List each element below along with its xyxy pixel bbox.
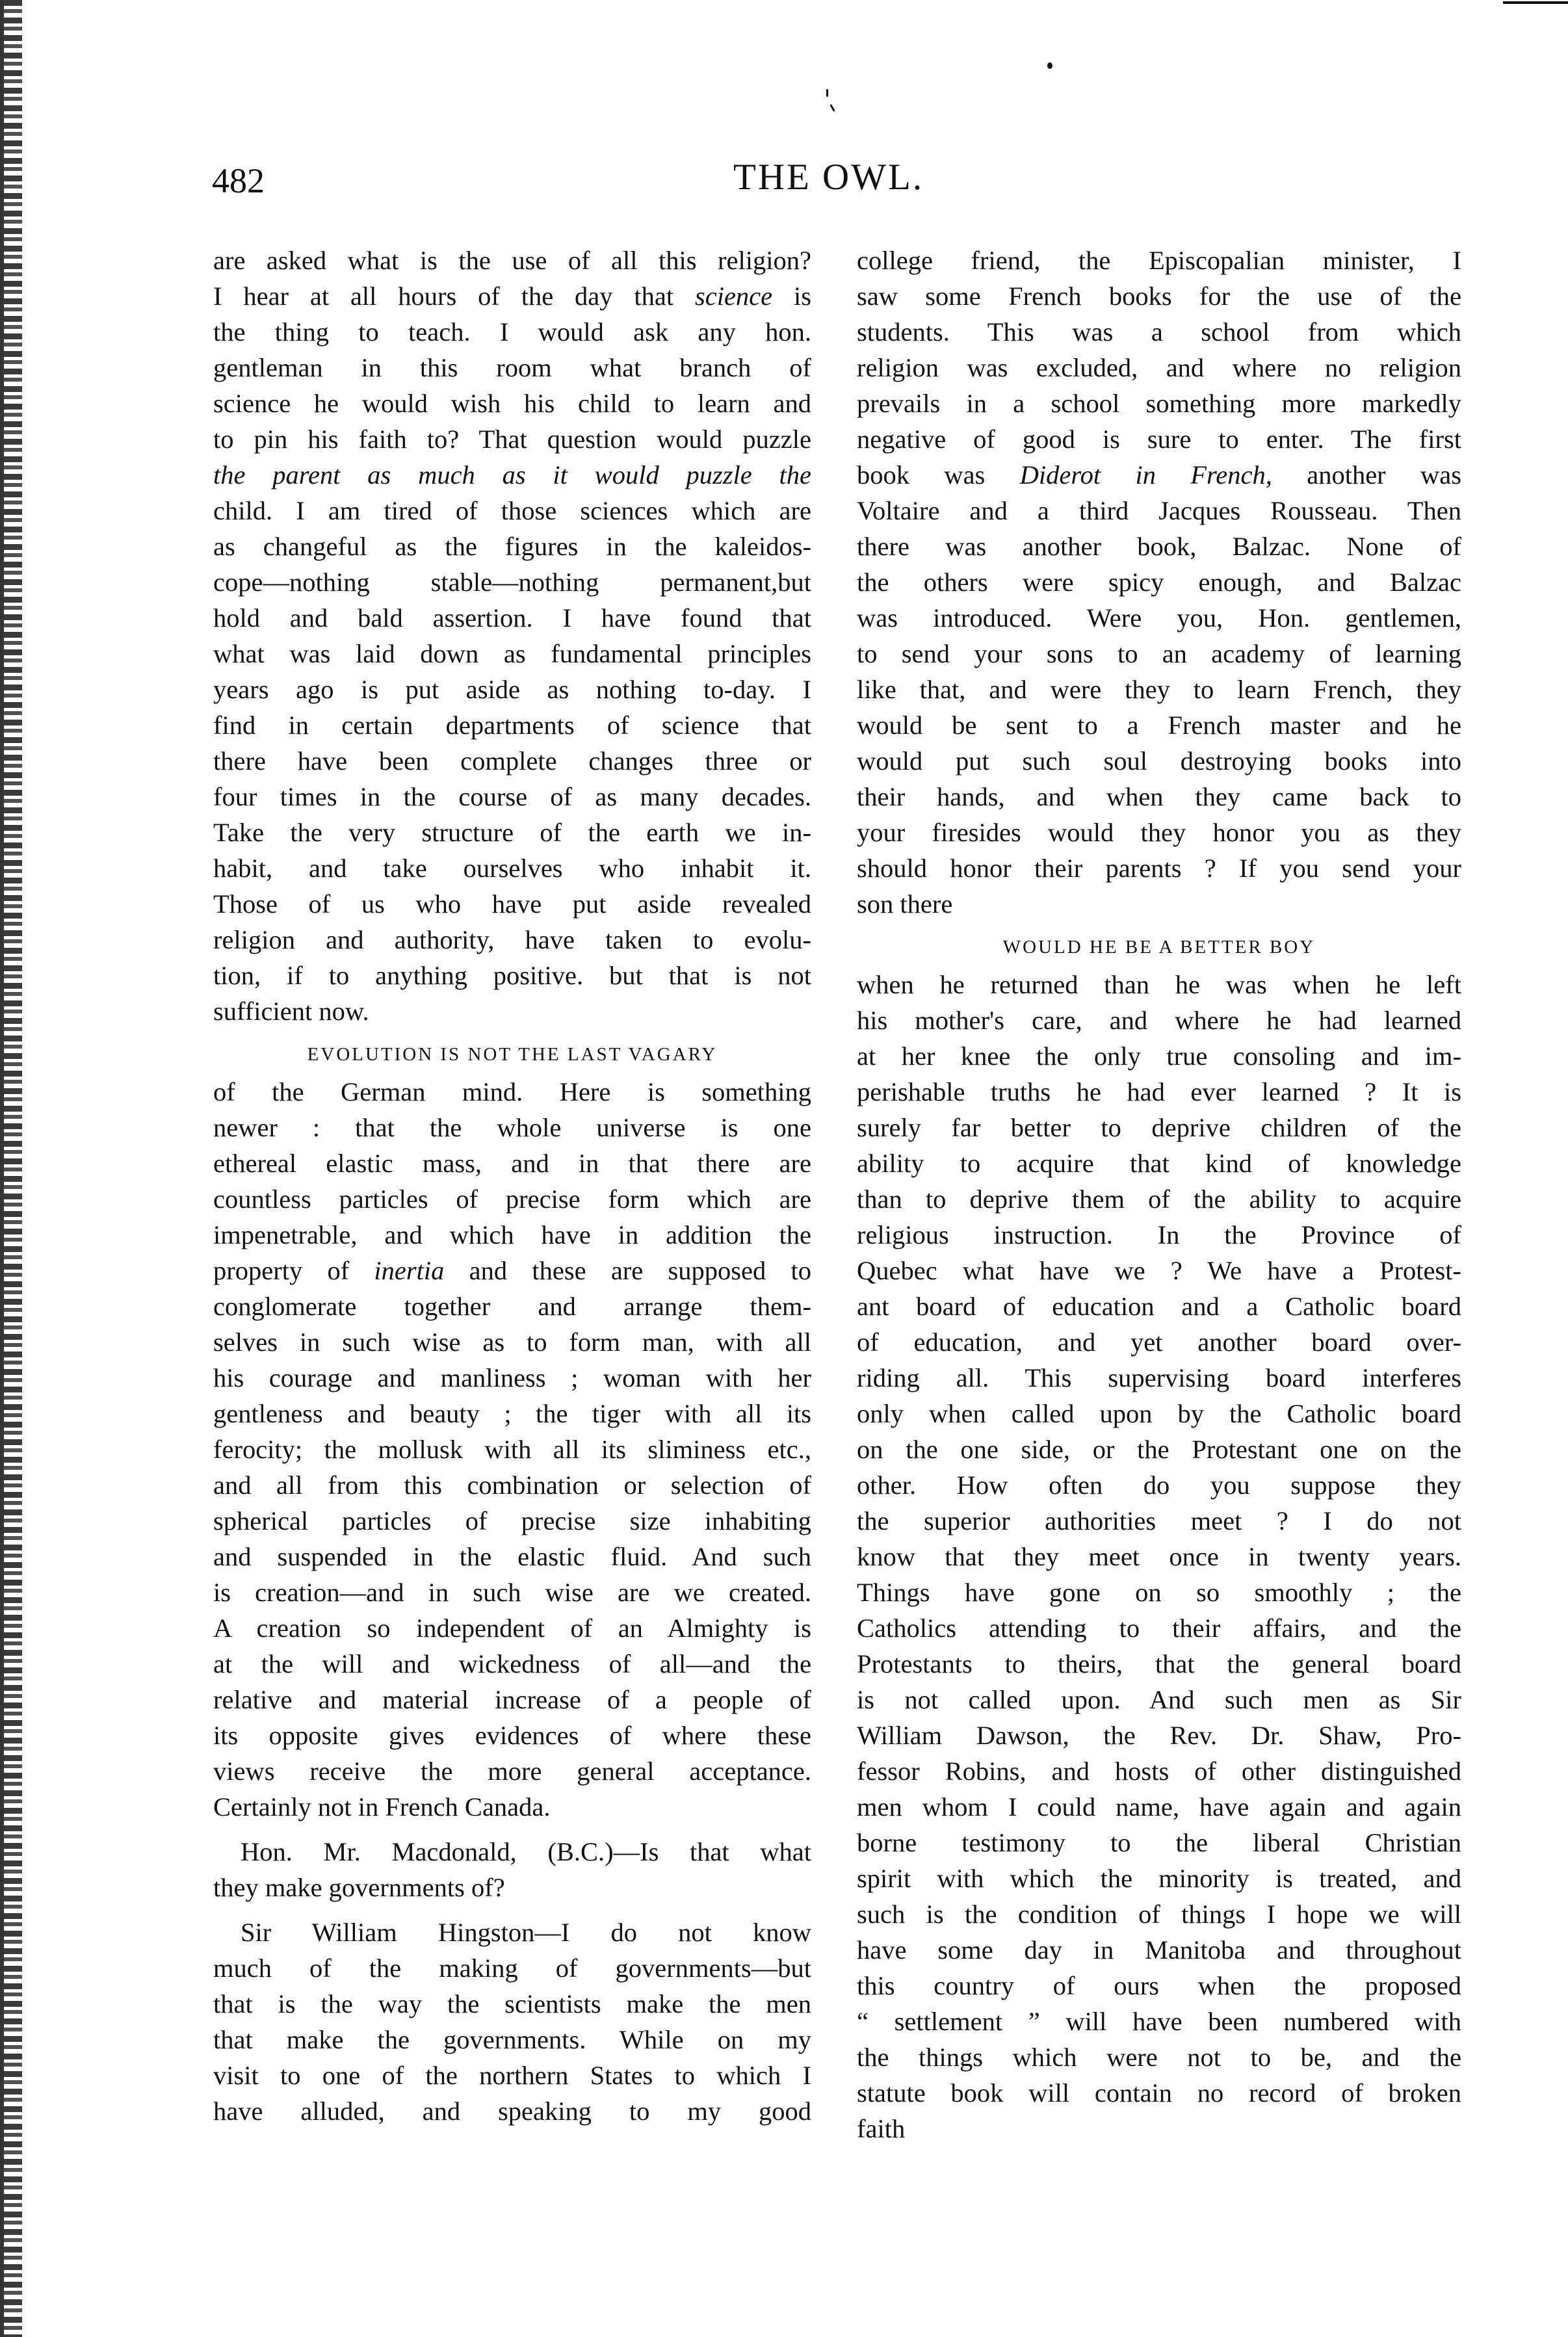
text-line: would put such soul destroying books into <box>857 746 1461 776</box>
text-line: tion, if to anything positive. but that is not <box>213 961 811 990</box>
text-line: habit, and take ourselves who inhabit it. <box>213 854 811 883</box>
text-line: that make the governments. While on my <box>213 2025 811 2054</box>
text-line: men whom I could name, have again and again <box>857 1792 1461 1821</box>
text-line: A creation so independent of an Almighty is <box>213 1613 811 1643</box>
text-line: conglomerate together and arrange them- <box>213 1292 811 1321</box>
text-line: riding all. This supervising board interferes <box>857 1363 1461 1392</box>
text-line: saw some French books for the use of the <box>857 281 1461 311</box>
running-head-title: THE OWL. <box>733 157 924 198</box>
text-line: property of inertia and these are supposed to <box>213 1256 811 1285</box>
text-line: religion was excluded, and where no religion <box>857 353 1461 382</box>
text-line: gentleman in this room what branch of <box>213 353 811 382</box>
text-line: “ settlement ” will have been numbered with <box>857 2007 1461 2036</box>
text-line: ability to acquire that kind of knowledge <box>857 1149 1461 1178</box>
text-line: that is the way the scientists make the men <box>213 1989 811 2018</box>
paragraph <box>857 967 1461 2147</box>
section-heading: EVOLUTION IS NOT THE LAST VAGARY <box>307 1044 718 1065</box>
text-line: fessor Robins, and hosts of other distinguished <box>857 1756 1461 1786</box>
text-line: faith <box>857 2114 906 2143</box>
italic-text: inertia <box>374 1256 445 1285</box>
left-column <box>213 242 811 2129</box>
text-line: surely far better to deprive children of the <box>857 1113 1461 1142</box>
text-line: Protestants to theirs, that the general board <box>857 1649 1461 1678</box>
text-line: his courage and manliness ; woman with her <box>213 1363 811 1392</box>
text-line: book was Diderot in French, another was <box>857 460 1461 490</box>
paragraph <box>213 1834 811 1905</box>
text-line: the thing to teach. I would ask any hon. <box>213 317 811 346</box>
text-line: at her knee the only true consoling and im- <box>857 1041 1461 1071</box>
text-line: is creation—and in such wise are we created. <box>213 1578 811 1607</box>
text-line: views receive the more general acceptance. <box>213 1756 811 1786</box>
text-line: than to deprive them of the ability to acquire <box>857 1184 1461 1214</box>
text-line: their hands, and when they came back to <box>857 782 1461 811</box>
text-line: college friend, the Episcopalian minister, I <box>857 246 1461 275</box>
text-line: spirit with which the minority is treated, and <box>857 1864 1461 1893</box>
text-line: ferocity; the mollusk with all its sliminess etc., <box>213 1435 811 1464</box>
italic-text: Diderot in French, <box>1019 460 1272 490</box>
text-line: the superior authorities meet ? I do not <box>857 1506 1461 1535</box>
text-line: of the German mind. Here is something <box>213 1077 811 1106</box>
text-line: of education, and yet another board over- <box>857 1327 1461 1357</box>
text-line: son there <box>857 889 953 919</box>
text-line: four times in the course of as many decades. <box>213 782 811 811</box>
text-line: spherical particles of precise size inhabiting <box>213 1506 811 1535</box>
paragraph <box>213 242 811 1029</box>
text-line: gentleness and beauty ; the tiger with all its <box>213 1399 811 1428</box>
text-line: what was laid down as fundamental principles <box>213 639 811 668</box>
text-line: there was another book, Balzac. None of <box>857 532 1461 561</box>
paragraph-gap <box>213 1825 811 1834</box>
text-line: on the one side, or the Protestant one on the <box>857 1435 1461 1464</box>
text-line: like that, and were they to learn French, they <box>857 675 1461 704</box>
text-line: when he returned than he was when he left <box>857 970 1461 999</box>
text-line: to send your sons to an academy of learning <box>857 639 1461 668</box>
scan-speck <box>830 104 835 112</box>
text-line: cope—nothing stable—nothing permanent,but <box>213 568 811 597</box>
text-line: years ago is put aside as nothing to-day. I <box>213 675 811 704</box>
text-line: Take the very structure of the earth we in- <box>213 818 811 847</box>
scan-speck <box>826 89 828 97</box>
text-line: ethereal elastic mass, and in that there are <box>213 1149 811 1178</box>
text-line: relative and material increase of a people of <box>213 1685 811 1714</box>
text-line: ant board of education and a Catholic board <box>857 1292 1461 1321</box>
text-line: religious instruction. In the Province of <box>857 1220 1461 1249</box>
text-line: as changeful as the figures in the kaleidos- <box>213 532 811 561</box>
text-line: its opposite gives evidences of where these <box>213 1721 811 1750</box>
text-line: Certainly not in French Canada. <box>213 1792 551 1821</box>
text-line: child. I am tired of those sciences which are <box>213 496 811 525</box>
text-line: statute book will contain no record of broken <box>857 2078 1461 2108</box>
paragraph-gap <box>213 1905 811 1914</box>
text-line: science he would wish his child to learn and <box>213 389 811 418</box>
text-line: are asked what is the use of all this religion? <box>213 246 811 275</box>
text-line: I hear at all hours of the day that science is <box>213 281 811 311</box>
text-line: Voltaire and a third Jacques Rousseau. Then <box>857 496 1461 525</box>
text-line: the things which were not to be, and the <box>857 2043 1461 2072</box>
paragraph <box>213 1914 811 2129</box>
text-line: newer : that the whole universe is one <box>213 1113 811 1142</box>
scan-edge-artifact <box>0 0 22 2337</box>
text-line: much of the making of governments—but <box>213 1953 811 1983</box>
text-line: hold and bald assertion. I have found that <box>213 603 811 633</box>
text-line: the others were spicy enough, and Balzac <box>857 568 1461 597</box>
text-line: other. How often do you suppose they <box>857 1470 1461 1500</box>
paragraph <box>857 242 1461 922</box>
text-line: and suspended in the elastic fluid. And such <box>213 1542 811 1571</box>
text-line: this country of ours when the proposed <box>857 1971 1461 2000</box>
text-line: Hon. Mr. Macdonald, (B.C.)—Is that what <box>241 1837 811 1866</box>
text-line: only when called upon by the Catholic board <box>857 1399 1461 1428</box>
text-line: at the will and wickedness of all—and the <box>213 1649 811 1678</box>
paragraph <box>213 1074 811 1825</box>
scan-corner-mark <box>1503 1 1568 4</box>
right-column <box>857 242 1461 2147</box>
text-line: selves in such wise as to form man, with all <box>213 1327 811 1357</box>
text-line: sufficient now. <box>213 997 369 1026</box>
italic-text: the parent as much as it would puzzle the <box>213 460 811 490</box>
text-line: know that they meet once in twenty years. <box>857 1542 1461 1571</box>
page-number: 482 <box>212 161 265 200</box>
text-line: Those of us who have put aside revealed <box>213 889 811 919</box>
scan-speck <box>1047 62 1052 69</box>
text-line: such is the condition of things I hope we will <box>857 1900 1461 1929</box>
text-line: to pin his faith to? That question would puzzle <box>213 424 811 454</box>
text-line: and all from this combination or selection of <box>213 1470 811 1500</box>
text-line: Things have gone on so smoothly ; the <box>857 1578 1461 1607</box>
text-line: prevails in a school something more markedly <box>857 389 1461 418</box>
text-line: religion and authority, have taken to evolu- <box>213 925 811 954</box>
text-line: negative of good is sure to enter. The first <box>857 424 1461 454</box>
text-line: is not called upon. And such men as Sir <box>857 1685 1461 1714</box>
text-line: borne testimony to the liberal Christian <box>857 1828 1461 1857</box>
section-heading: WOULD HE BE A BETTER BOY <box>1002 937 1316 958</box>
text-line: Quebec what have we ? We have a Protest- <box>857 1256 1461 1285</box>
text-line: countless particles of precise form which are <box>213 1184 811 1214</box>
text-line: have some day in Manitoba and throughout <box>857 1935 1461 1965</box>
text-line: impenetrable, and which have in addition the <box>213 1220 811 1249</box>
text-line: his mother's care, and where he had learned <box>857 1006 1461 1035</box>
text-line: perishable truths he had ever learned ? It is <box>857 1077 1461 1106</box>
text-line: Sir William Hingston—I do not know <box>241 1918 811 1947</box>
text-line <box>213 457 811 493</box>
text-line: would be sent to a French master and he <box>857 711 1461 740</box>
text-line: your firesides would they honor you as they <box>857 818 1461 847</box>
text-line: have alluded, and speaking to my good <box>213 2096 811 2126</box>
text-line: visit to one of the northern States to which I <box>213 2061 811 2090</box>
italic-text: science <box>694 281 773 311</box>
text-line: there have been complete changes three or <box>213 746 811 776</box>
text-line: William Dawson, the Rev. Dr. Shaw, Pro- <box>857 1721 1461 1750</box>
text-line: they make governments of? <box>213 1873 505 1902</box>
text-line: find in certain departments of science that <box>213 711 811 740</box>
text-line: should honor their parents ? If you send your <box>857 854 1461 883</box>
text-line: students. This was a school from which <box>857 317 1461 346</box>
text-line: was introduced. Were you, Hon. gentlemen, <box>857 603 1461 633</box>
text-line: Catholics attending to their affairs, and the <box>857 1613 1461 1643</box>
